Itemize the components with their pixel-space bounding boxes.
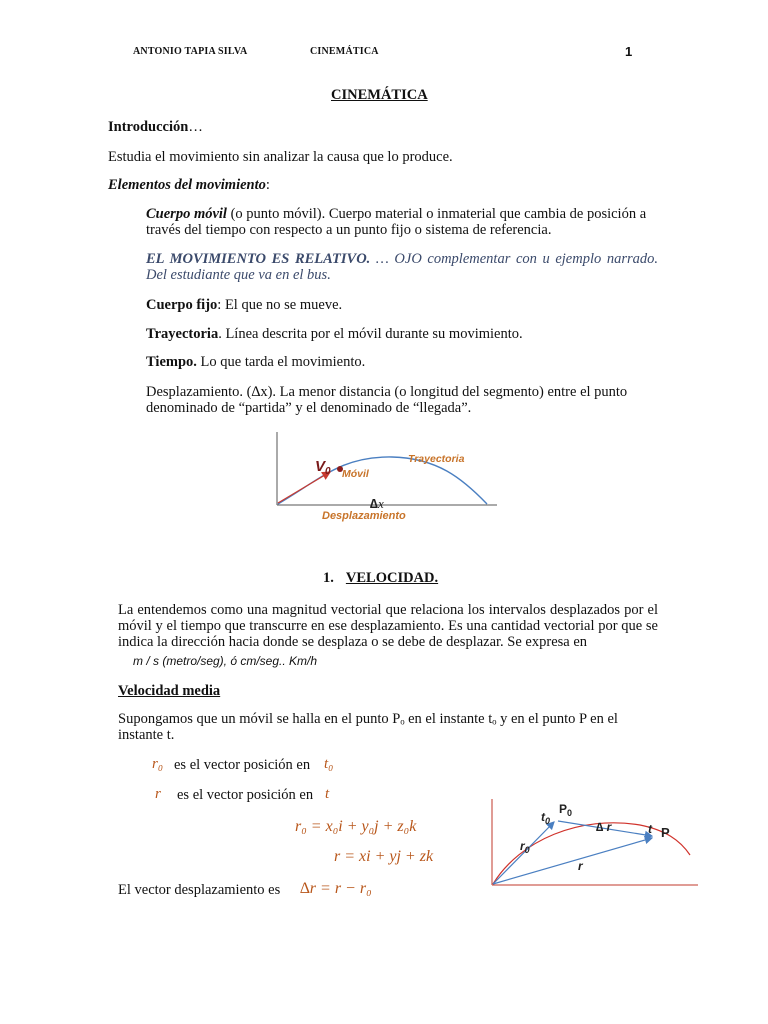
fig2-p-label: P xyxy=(661,825,670,840)
cuerpo-movil-text: (o punto móvil). Cuerpo material o inmaterial que cambia de posición a través del tiempo con respecto a un punto fijo o sistema de referencia. xyxy=(146,206,647,238)
velocidad-media-heading: Velocidad media xyxy=(118,683,221,699)
intro-ellipsis: … xyxy=(188,119,203,135)
header-author: ANTONIO TAPIA SILVA xyxy=(133,46,248,57)
r-description: es el vector posición en xyxy=(177,787,314,803)
velocidad-media-text: Supongamos que un móvil se halla en el punto Pₒ en el instante tₒ y en el punto P en el instante t. xyxy=(118,711,618,743)
position-vector-figure xyxy=(480,795,702,900)
relativo-paragraph xyxy=(146,251,658,283)
fig2-t0-label: $t_0$ xyxy=(541,810,551,826)
fig1-delta-x-label: ∆x xyxy=(370,496,384,511)
page-title: CINEMÁTICA xyxy=(331,87,428,103)
fig2-t-label: t xyxy=(648,822,652,836)
fig1-v0-label: $V_0$ xyxy=(315,458,331,477)
r-symbol: r xyxy=(155,786,161,802)
equation-r0: r₀ = x₀i + y₀j + z₀k xyxy=(295,818,417,835)
trayectoria-paragraph xyxy=(146,326,523,342)
relativo-lead: EL MOVIMIENTO ES RELATIVO. xyxy=(146,251,371,267)
equation-r: r = xi + yj + zk xyxy=(334,848,434,865)
cuerpo-fijo-text: : El que no se mueve. xyxy=(217,297,343,313)
t0-symbol: t₀ xyxy=(324,756,334,772)
relativo-text: … OJO complementar con u ejemplo narrado. Del estudiante que va en el bus. xyxy=(146,251,659,283)
fig2-r-vector xyxy=(493,838,652,884)
cuerpo-movil-term: Cuerpo móvil xyxy=(146,206,227,222)
intro-heading-text: Introducción xyxy=(108,119,189,135)
velocidad-heading-num: 1. xyxy=(323,570,334,586)
fig2-p0-label: $P_0$ xyxy=(559,802,573,818)
velocidad-text: La entendemos como una magnitud vectorial que relaciona los intervalos desplazados por el móvil y el tiempo que transcurre en ese desplazamiento. Es una cantidad vectorial por que se indica la dirección hacia donde se desplaza o se debe de desplazar. Se expresa en xyxy=(118,602,658,650)
r0-symbol: r₀ xyxy=(152,756,164,772)
tiempo-paragraph xyxy=(146,354,365,370)
elements-heading xyxy=(108,177,270,193)
fig1-desplazamiento-label: Desplazamiento xyxy=(322,510,406,522)
desplazamiento-paragraph: Desplazamiento. (∆x). La menor distancia (o longitud del segmento) entre el punto denominado de “partida” y el denominado de “llegada”. xyxy=(146,384,628,416)
t-symbol: t xyxy=(325,786,330,802)
elements-heading-text: Elementos del movimiento xyxy=(108,177,266,193)
velocidad-units: m / s (metro/seg), ó cm/seg.. Km/h xyxy=(133,654,318,668)
fig2-r0-label: $r_0$ xyxy=(520,839,530,855)
intro-text: Estudia el movimiento sin analizar la causa que lo produce. xyxy=(108,149,453,165)
page-number: 1 xyxy=(625,44,633,59)
header-subject: CINEMÁTICA xyxy=(310,46,379,57)
velocidad-heading xyxy=(323,570,438,586)
cuerpo-movil-paragraph xyxy=(146,206,658,238)
tiempo-text: Lo que tarda el movimiento. xyxy=(196,354,366,370)
fig1-velocity-arrow xyxy=(278,472,330,503)
trayectoria-term: Trayectoria xyxy=(146,326,219,342)
trajectory-figure xyxy=(262,428,500,522)
tiempo-term: Tiempo. xyxy=(146,354,197,370)
elements-heading-colon: : xyxy=(265,177,270,193)
cuerpo-fijo-term: Cuerpo fijo xyxy=(146,297,218,313)
desplazamiento-vector-equation: ∆r = r − r₀ xyxy=(300,880,372,897)
fig1-trayectoria-label: Trayectoria xyxy=(408,453,465,465)
fig1-movil-label: Móvil xyxy=(342,468,369,480)
intro-heading xyxy=(108,119,203,135)
fig2-delta-r-label: ∆ r xyxy=(596,820,612,834)
desplazamiento-vector-label: El vector desplazamiento es xyxy=(118,882,281,898)
velocidad-heading-text: VELOCIDAD. xyxy=(345,570,439,586)
r0-description: es el vector posición en xyxy=(174,757,311,773)
cuerpo-fijo-paragraph xyxy=(146,297,342,313)
fig2-r-label: r xyxy=(578,859,583,873)
trayectoria-text: . Línea descrita por el móvil durante su movimiento. xyxy=(218,326,523,342)
